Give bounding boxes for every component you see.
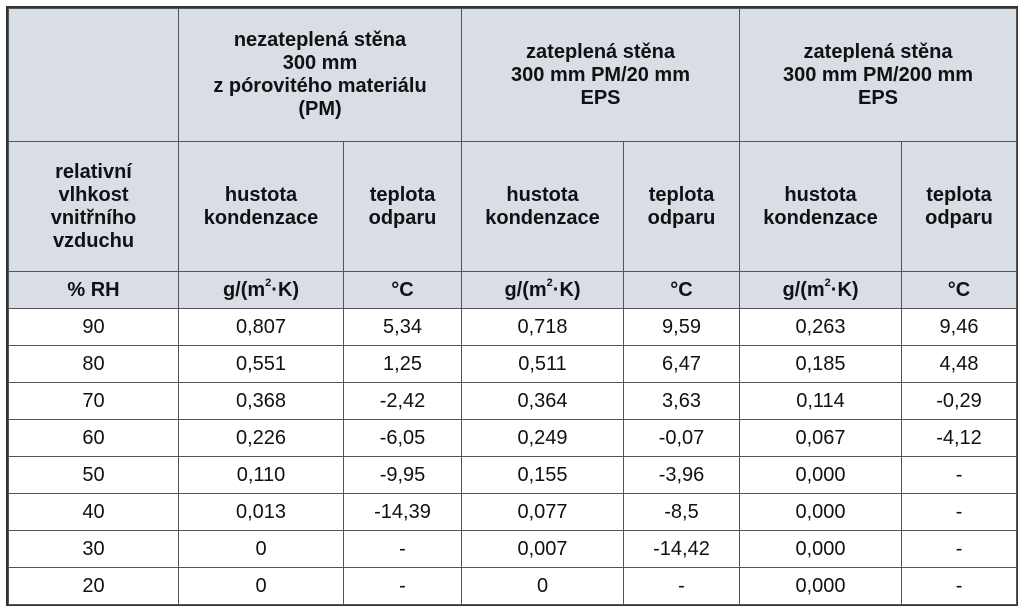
density-cell: 0,249: [462, 420, 624, 457]
density-cell: 0: [462, 568, 624, 605]
density-label: hustota kondenzace: [485, 183, 600, 229]
density-cell: 0,000: [740, 568, 902, 605]
temperature-cell: -2,42: [344, 383, 462, 420]
density-cell: 0,718: [462, 309, 624, 346]
data-rows: [9, 309, 1017, 605]
density-cell: 0,114: [740, 383, 902, 420]
temperature-cell: -: [344, 568, 462, 605]
density-cell: 0,155: [462, 457, 624, 494]
group-label: zateplená stěna 300 mm PM/200 mm EPS: [782, 40, 974, 109]
temperature-cell: -: [902, 494, 1017, 531]
temperature-cell: 9,59: [624, 309, 740, 346]
temperature-cell: -: [902, 457, 1017, 494]
table-row: [9, 494, 1017, 531]
density-cell: 0,364: [462, 383, 624, 420]
density-header: [462, 142, 624, 272]
corner-cell: [9, 9, 179, 142]
density-cell: 0,226: [179, 420, 344, 457]
table-frame: [6, 6, 1018, 606]
temperature-cell: -4,12: [902, 420, 1017, 457]
unit-text: ·K): [271, 278, 300, 301]
group-header-row: [9, 9, 1017, 142]
temperature-header: [902, 142, 1017, 272]
temperature-cell: -8,5: [624, 494, 740, 531]
table-row: [9, 568, 1017, 605]
temperature-cell: 4,48: [902, 346, 1017, 383]
density-header: [740, 142, 902, 272]
density-unit: [462, 272, 624, 309]
table-row: [9, 346, 1017, 383]
unit-text: g/(m: [782, 278, 825, 301]
temperature-header: [624, 142, 740, 272]
unit-superscript: 2: [265, 276, 272, 289]
unit-text: g/(m: [222, 278, 266, 301]
density-unit: [740, 272, 902, 309]
density-cell: 0,000: [740, 531, 902, 568]
temperature-cell: 5,34: [344, 309, 462, 346]
density-cell: 0,511: [462, 346, 624, 383]
temperature-unit: °C: [902, 272, 1017, 309]
rh-cell: 20: [9, 568, 179, 605]
rh-cell: 40: [9, 494, 179, 531]
density-label: hustota kondenzace: [203, 183, 319, 229]
temperature-cell: -: [624, 568, 740, 605]
unit-text: ·K): [552, 278, 581, 301]
density-label: hustota kondenzace: [763, 183, 878, 229]
density-cell: 0,007: [462, 531, 624, 568]
temperature-cell: 9,46: [902, 309, 1017, 346]
density-cell: 0,000: [740, 457, 902, 494]
temperature-cell: -0,29: [902, 383, 1017, 420]
temperature-unit: °C: [344, 272, 462, 309]
rh-header-label: relativní vlhkost vnitřního vzduchu: [50, 160, 137, 252]
density-header: [179, 142, 344, 272]
temperature-cell: -6,05: [344, 420, 462, 457]
density-cell: 0,067: [740, 420, 902, 457]
unit-text: ·K): [830, 278, 859, 301]
density-cell: 0,013: [179, 494, 344, 531]
table-row: [9, 309, 1017, 346]
rh-cell: 90: [9, 309, 179, 346]
density-cell: 0,551: [179, 346, 344, 383]
unit-text: g/(m: [504, 278, 547, 301]
density-cell: 0: [179, 531, 344, 568]
rh-cell: 80: [9, 346, 179, 383]
group-label: nezateplená stěna 300 mm z pórovitého materiálu (PM): [213, 29, 427, 120]
table-row: [9, 457, 1017, 494]
temperature-cell: -14,39: [344, 494, 462, 531]
temperature-cell: -: [902, 568, 1017, 605]
temperature-cell: 1,25: [344, 346, 462, 383]
density-unit: [179, 272, 344, 309]
density-cell: 0: [179, 568, 344, 605]
group-header-insulated-200: [740, 9, 1017, 142]
unit-superscript: 2: [824, 276, 831, 289]
temperature-header: [344, 142, 462, 272]
group-label: zateplená stěna 300 mm PM/20 mm EPS: [511, 40, 690, 109]
density-cell: 0,185: [740, 346, 902, 383]
density-cell: 0,077: [462, 494, 624, 531]
density-cell: 0,110: [179, 457, 344, 494]
density-cell: 0,368: [179, 383, 344, 420]
temperature-cell: 6,47: [624, 346, 740, 383]
table-row: [9, 383, 1017, 420]
rh-cell: 70: [9, 383, 179, 420]
density-cell: 0,263: [740, 309, 902, 346]
rh-cell: 30: [9, 531, 179, 568]
units-row: [9, 272, 1017, 309]
rh-unit: % RH: [9, 272, 179, 309]
temperature-cell: 3,63: [624, 383, 740, 420]
density-cell: 0,807: [179, 309, 344, 346]
rh-cell: 60: [9, 420, 179, 457]
sub-header-row: [9, 142, 1017, 272]
temperature-label: teplota odparu: [647, 183, 716, 229]
rh-column-header: [9, 142, 179, 272]
rh-cell: 50: [9, 457, 179, 494]
temperature-cell: -3,96: [624, 457, 740, 494]
unit-superscript: 2: [546, 276, 553, 289]
temperature-cell: -: [344, 531, 462, 568]
temperature-label: teplota odparu: [368, 183, 437, 229]
density-cell: 0,000: [740, 494, 902, 531]
table-row: [9, 420, 1017, 457]
table-row: [9, 531, 1017, 568]
temperature-label: teplota odparu: [925, 183, 993, 229]
temperature-cell: -9,95: [344, 457, 462, 494]
temperature-cell: -: [902, 531, 1017, 568]
group-header-insulated-20: [462, 9, 740, 142]
temperature-unit: °C: [624, 272, 740, 309]
condensation-table: [8, 8, 1017, 605]
temperature-cell: -14,42: [624, 531, 740, 568]
group-header-uninsulated: [179, 9, 462, 142]
temperature-cell: -0,07: [624, 420, 740, 457]
